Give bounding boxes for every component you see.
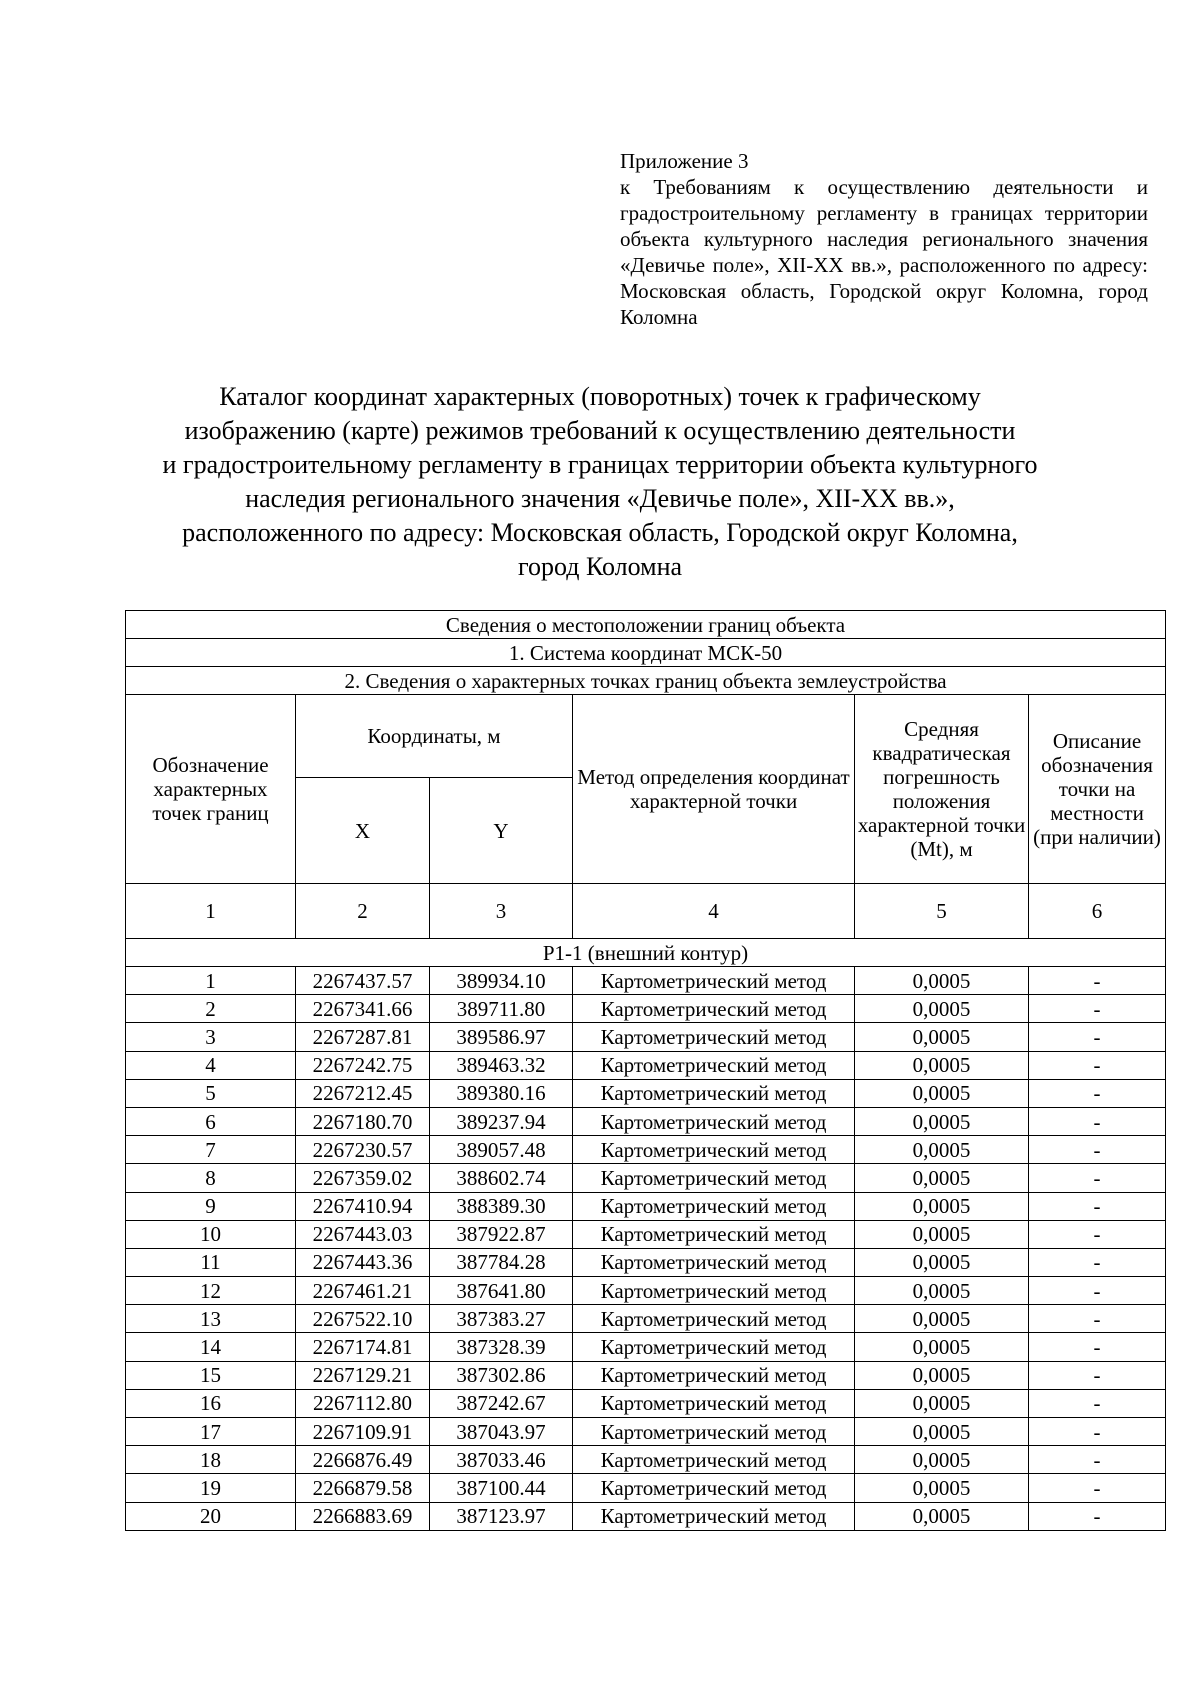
- point-description: -: [1029, 1248, 1166, 1276]
- point-number: 20: [126, 1502, 296, 1530]
- column-number: 2: [296, 884, 430, 939]
- coord-y: 387100.44: [430, 1474, 573, 1502]
- column-number-row: [126, 884, 1166, 939]
- table-row: [126, 995, 1166, 1023]
- column-number: 1: [126, 884, 296, 939]
- coord-y: 387033.46: [430, 1446, 573, 1474]
- caption-row: [126, 667, 1166, 695]
- coord-y: 387123.97: [430, 1502, 573, 1530]
- method: Картометрический метод: [573, 1136, 855, 1164]
- coord-y: 388602.74: [430, 1164, 573, 1192]
- caption-row: [126, 611, 1166, 639]
- appendix-body: к Требованиям к осуществлению деятельности и градостроительному регламенту в границах территории объекта культурного наследия регионального значения «Девичье поле», XII-XX вв.», расположенного по адресу: Московская область, Городской округ Коломна, город Коломна: [620, 175, 1148, 329]
- table-row: [126, 1192, 1166, 1220]
- point-description: -: [1029, 1192, 1166, 1220]
- table-row: [126, 1164, 1166, 1192]
- mean-error: 0,0005: [855, 1164, 1029, 1192]
- coord-x: 2266879.58: [296, 1474, 430, 1502]
- point-number: 15: [126, 1361, 296, 1389]
- coord-y: 387043.97: [430, 1418, 573, 1446]
- method: Картометрический метод: [573, 1277, 855, 1305]
- coord-x: 2266883.69: [296, 1502, 430, 1530]
- coord-y: 387328.39: [430, 1333, 573, 1361]
- coord-x: 2267129.21: [296, 1361, 430, 1389]
- caption-points-info: 2. Сведения о характерных точках границ объекта землеустройства: [126, 667, 1166, 695]
- point-description: -: [1029, 995, 1166, 1023]
- coord-x: 2267410.94: [296, 1192, 430, 1220]
- mean-error: 0,0005: [855, 1107, 1029, 1135]
- mean-error: 0,0005: [855, 1361, 1029, 1389]
- point-description: -: [1029, 1474, 1166, 1502]
- header-designation: Обозначение характерных точек границ: [126, 695, 296, 884]
- mean-error: 0,0005: [855, 1418, 1029, 1446]
- method: Картометрический метод: [573, 1305, 855, 1333]
- coord-x: 2267112.80: [296, 1389, 430, 1417]
- mean-error: 0,0005: [855, 1305, 1029, 1333]
- coord-y: 387302.86: [430, 1361, 573, 1389]
- mean-error: 0,0005: [855, 995, 1029, 1023]
- title-line: расположенного по адресу: Московская область, Городской округ Коломна,: [182, 518, 1018, 547]
- point-number: 2: [126, 995, 296, 1023]
- coord-x: 2267437.57: [296, 967, 430, 995]
- point-number: 5: [126, 1079, 296, 1107]
- coord-y: 387242.67: [430, 1389, 573, 1417]
- point-description: -: [1029, 1333, 1166, 1361]
- method: Картометрический метод: [573, 1333, 855, 1361]
- column-number: 3: [430, 884, 573, 939]
- method: Картометрический метод: [573, 1192, 855, 1220]
- title-line: изображению (карте) режимов требований к осуществлению деятельности: [184, 416, 1016, 445]
- point-number: 19: [126, 1474, 296, 1502]
- method: Картометрический метод: [573, 1051, 855, 1079]
- coord-y: 389057.48: [430, 1136, 573, 1164]
- method: Картометрический метод: [573, 967, 855, 995]
- table-row: [126, 1333, 1166, 1361]
- point-number: 4: [126, 1051, 296, 1079]
- coord-x: 2267287.81: [296, 1023, 430, 1051]
- mean-error: 0,0005: [855, 1079, 1029, 1107]
- point-description: -: [1029, 1023, 1166, 1051]
- coord-y: 389934.10: [430, 967, 573, 995]
- point-description: -: [1029, 967, 1166, 995]
- table-row: [126, 1051, 1166, 1079]
- coord-y: 387641.80: [430, 1277, 573, 1305]
- coord-y: 387383.27: [430, 1305, 573, 1333]
- mean-error: 0,0005: [855, 1389, 1029, 1417]
- point-number: 8: [126, 1164, 296, 1192]
- table-row: [126, 1136, 1166, 1164]
- table-row: [126, 1389, 1166, 1417]
- table-row: [126, 1220, 1166, 1248]
- method: Картометрический метод: [573, 1446, 855, 1474]
- header-coordinates: Координаты, м: [296, 695, 573, 778]
- mean-error: 0,0005: [855, 1023, 1029, 1051]
- header-row: [126, 695, 1166, 778]
- mean-error: 0,0005: [855, 1136, 1029, 1164]
- point-description: -: [1029, 1277, 1166, 1305]
- point-number: 18: [126, 1446, 296, 1474]
- coord-y: 389380.16: [430, 1079, 573, 1107]
- section-row: [126, 939, 1166, 967]
- point-description: -: [1029, 1361, 1166, 1389]
- method: Картометрический метод: [573, 1164, 855, 1192]
- point-number: 14: [126, 1333, 296, 1361]
- mean-error: 0,0005: [855, 1502, 1029, 1530]
- mean-error: 0,0005: [855, 1051, 1029, 1079]
- mean-error: 0,0005: [855, 967, 1029, 995]
- mean-error: 0,0005: [855, 1192, 1029, 1220]
- point-description: -: [1029, 1446, 1166, 1474]
- coord-x: 2267359.02: [296, 1164, 430, 1192]
- coord-x: 2267341.66: [296, 995, 430, 1023]
- coord-y: 389237.94: [430, 1107, 573, 1135]
- header-y: Y: [430, 778, 573, 884]
- coord-x: 2267180.70: [296, 1107, 430, 1135]
- point-number: 17: [126, 1418, 296, 1446]
- coord-y: 387922.87: [430, 1220, 573, 1248]
- coord-x: 2267242.75: [296, 1051, 430, 1079]
- table-row: [126, 1446, 1166, 1474]
- table-row: [126, 1474, 1166, 1502]
- coord-x: 2266876.49: [296, 1446, 430, 1474]
- title-line: и градостроительному регламенту в границах территории объекта культурного: [162, 450, 1038, 479]
- method: Картометрический метод: [573, 1107, 855, 1135]
- column-number: 6: [1029, 884, 1166, 939]
- point-description: -: [1029, 1107, 1166, 1135]
- caption-row: [126, 639, 1166, 667]
- point-number: 16: [126, 1389, 296, 1417]
- point-number: 10: [126, 1220, 296, 1248]
- table-row: [126, 1248, 1166, 1276]
- method: Картометрический метод: [573, 1502, 855, 1530]
- header-x: X: [296, 778, 430, 884]
- mean-error: 0,0005: [855, 1446, 1029, 1474]
- method: Картометрический метод: [573, 1361, 855, 1389]
- header-method: Метод определения координат характерной точки: [573, 695, 855, 884]
- header-description: Описание обозначения точки на местности (при наличии): [1029, 695, 1166, 884]
- table-row: [126, 1305, 1166, 1333]
- point-number: 6: [126, 1107, 296, 1135]
- point-number: 3: [126, 1023, 296, 1051]
- coord-x: 2267522.10: [296, 1305, 430, 1333]
- table-row: [126, 1023, 1166, 1051]
- point-number: 12: [126, 1277, 296, 1305]
- coord-y: 389711.80: [430, 995, 573, 1023]
- method: Картометрический метод: [573, 1474, 855, 1502]
- mean-error: 0,0005: [855, 1474, 1029, 1502]
- appendix-note: [620, 148, 1148, 330]
- table-row: [126, 967, 1166, 995]
- method: Картометрический метод: [573, 1220, 855, 1248]
- method: Картометрический метод: [573, 1418, 855, 1446]
- coord-x: 2267174.81: [296, 1333, 430, 1361]
- coord-x: 2267461.21: [296, 1277, 430, 1305]
- method: Картометрический метод: [573, 1079, 855, 1107]
- table-row: [126, 1079, 1166, 1107]
- point-description: -: [1029, 1389, 1166, 1417]
- point-number: 11: [126, 1248, 296, 1276]
- caption-coordinate-system: 1. Система координат МСК-50: [126, 639, 1166, 667]
- mean-error: 0,0005: [855, 1333, 1029, 1361]
- section-title: Р1-1 (внешний контур): [126, 939, 1166, 967]
- title-line: Каталог координат характерных (поворотных) точек к графическому: [219, 382, 981, 411]
- coordinates-table: [125, 610, 1166, 1531]
- coord-y: 389586.97: [430, 1023, 573, 1051]
- column-number: 5: [855, 884, 1029, 939]
- table-row: [126, 1277, 1166, 1305]
- coord-x: 2267212.45: [296, 1079, 430, 1107]
- title-line: город Коломна: [517, 552, 683, 581]
- coord-x: 2267109.91: [296, 1418, 430, 1446]
- point-number: 7: [126, 1136, 296, 1164]
- point-description: -: [1029, 1164, 1166, 1192]
- mean-error: 0,0005: [855, 1277, 1029, 1305]
- point-description: -: [1029, 1305, 1166, 1333]
- coord-x: 2267230.57: [296, 1136, 430, 1164]
- coord-y: 389463.32: [430, 1051, 573, 1079]
- mean-error: 0,0005: [855, 1248, 1029, 1276]
- method: Картометрический метод: [573, 1389, 855, 1417]
- coord-x: 2267443.36: [296, 1248, 430, 1276]
- coord-y: 387784.28: [430, 1248, 573, 1276]
- method: Картометрический метод: [573, 1023, 855, 1051]
- point-description: -: [1029, 1502, 1166, 1530]
- table-row: [126, 1418, 1166, 1446]
- appendix-title: Приложение 3: [620, 149, 749, 173]
- point-number: 13: [126, 1305, 296, 1333]
- table-row: [126, 1502, 1166, 1530]
- table-row: [126, 1107, 1166, 1135]
- mean-error: 0,0005: [855, 1220, 1029, 1248]
- point-description: -: [1029, 1220, 1166, 1248]
- method: Картометрический метод: [573, 1248, 855, 1276]
- caption-location: Сведения о местоположении границ объекта: [126, 611, 1166, 639]
- point-description: -: [1029, 1418, 1166, 1446]
- point-description: -: [1029, 1136, 1166, 1164]
- header-error: Средняя квадратическая погрешность положения характерной точки (Mt), м: [855, 695, 1029, 884]
- table-row: [126, 1361, 1166, 1389]
- point-description: -: [1029, 1051, 1166, 1079]
- method: Картометрический метод: [573, 995, 855, 1023]
- point-description: -: [1029, 1079, 1166, 1107]
- title-line: наследия регионального значения «Девичье поле», XII-XX вв.»,: [245, 484, 955, 513]
- coord-x: 2267443.03: [296, 1220, 430, 1248]
- point-number: 1: [126, 967, 296, 995]
- coord-y: 388389.30: [430, 1192, 573, 1220]
- column-number: 4: [573, 884, 855, 939]
- point-number: 9: [126, 1192, 296, 1220]
- document-title: [110, 380, 1090, 584]
